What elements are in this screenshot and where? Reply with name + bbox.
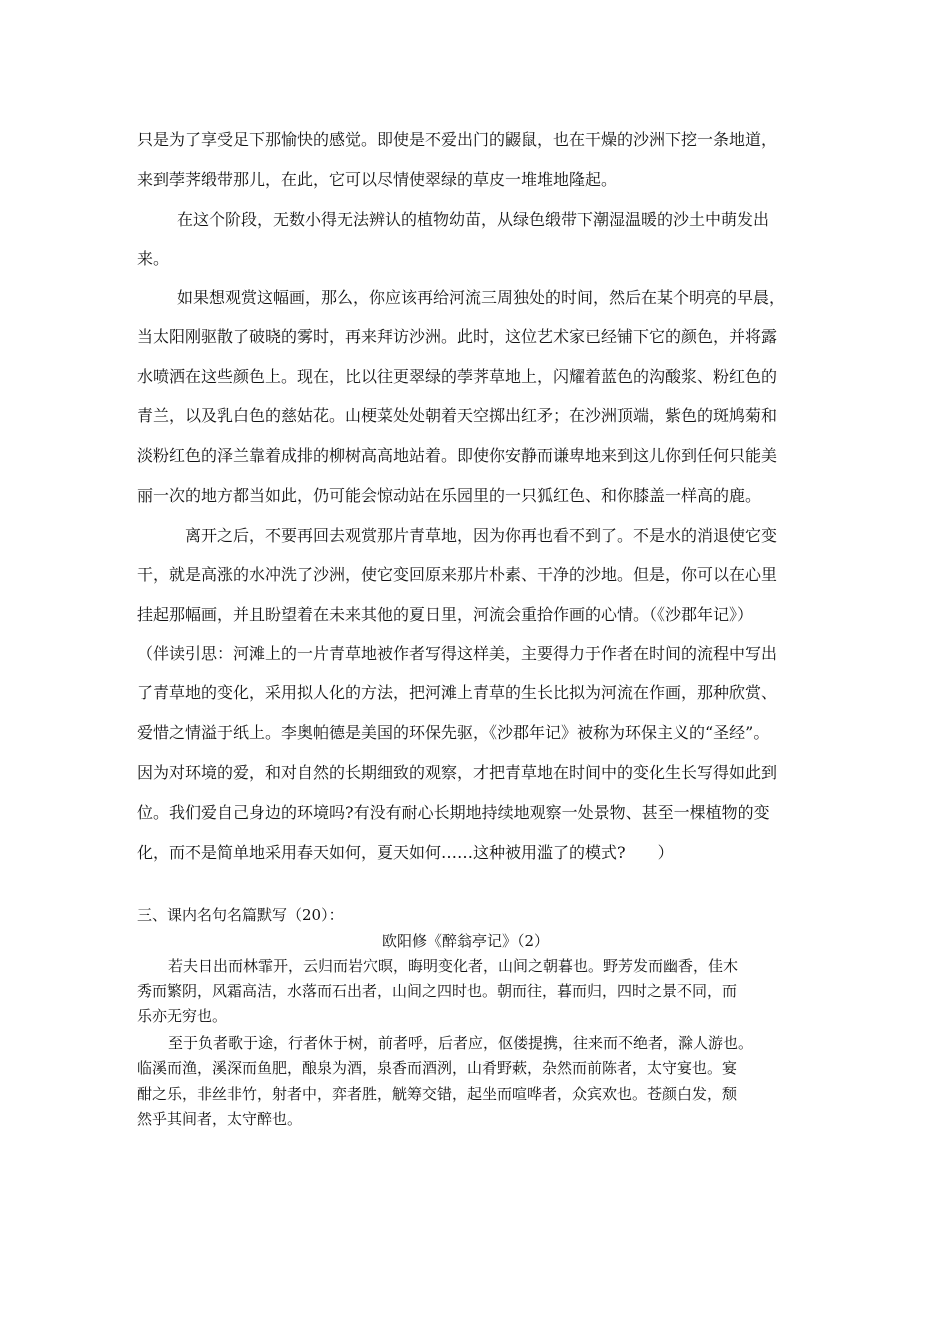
commentary-line: 了青草地的变化，采用拟人化的方法，把河滩上青草的生长比拟为河流在作画，那种欣赏、 [137,683,778,702]
passage-line: 来到荸荠缎带那儿，在此，它可以尽情使翠绿的草皮一堆堆地隆起。 [137,170,618,189]
commentary-line: 化，而不是简单地采用春天如何，夏天如何……这种被用滥了的模式? ） [137,843,674,862]
recitation-line: 乐亦无穷也。 [137,1007,228,1025]
commentary-line: 爱惜之情溢于纸上。李奥帕德是美国的环保先驱，《沙郡年记》被称为环保主义的“圣经”。 [137,723,770,742]
recitation-line: 至于负者歌于途，行者休于树，前者呼，后者应，伛偻提携，往来而不绝者，滁人游也。 [168,1034,754,1052]
commentary-line: （伴读引思：河滩上的一片青草地被作者写得这样美，主要得力于作者在时间的流程中写出 [137,644,778,663]
commentary-line: 因为对环境的爱，和对自然的长期细致的观察，才把青草地在时间中的变化生长写得如此到 [137,763,778,782]
recitation-line: 若夫日出而林霏开，云归而岩穴暝，晦明变化者，山间之朝暮也。野芳发而幽香，佳木 [168,957,739,975]
recitation-line: 秀而繁阴，风霜高洁，水落而石出者，山间之四时也。朝而往，暮而归，四时之景不同，而 [137,982,738,1000]
passage-line: 只是为了享受足下那愉快的感觉。即使是不爱出门的鼹鼠，也在干燥的沙洲下挖一条地道， [137,130,778,149]
passage-line: 淡粉红色的泽兰靠着成排的柳树高高地站着。即使你安静而谦卑地来到这儿你到任何只能美 [137,446,778,465]
poem-title: 欧阳修《醉翁亭记》（2） [382,932,550,950]
recitation-line: 然乎其间者，太守醉也。 [137,1110,303,1128]
passage-line: 当太阳刚驱散了破晓的雾时，再来拜访沙洲。此时，这位艺术家已经铺下它的颜色，并将露 [137,327,778,346]
passage-line: 离开之后，不要再回去观赏那片青草地，因为你再也看不到了。不是水的消退使它变 [185,526,778,545]
passage-line: 来。 [137,249,170,268]
passage-line: 青兰，以及乳白色的慈姑花。山梗菜处处朝着天空掷出红矛；在沙洲顶端，紫色的斑鸠菊和 [137,406,778,425]
recitation-line: 临溪而渔，溪深而鱼肥，酿泉为酒，泉香而酒洌，山肴野蔌，杂然而前陈者，太守宴也。宴 [137,1059,738,1077]
passage-line: 在这个阶段，无数小得无法辨认的植物幼苗，从绿色缎带下潮湿温暖的沙土中萌发出 [177,210,770,229]
section-heading: 三、课内名句名篇默写（20）： [137,906,344,924]
passage-line: 丽一次的地方都当如此，仍可能会惊动站在乐园里的一只狐红色、和你膝盖一样高的鹿。 [137,486,762,505]
passage-line: 水喷洒在这些颜色上。现在，比以往更翠绿的荸荠草地上，闪耀着蓝色的沟酸浆、粉红色的 [137,367,778,386]
commentary-line: 位。我们爱自己身边的环境吗?有没有耐心长期地持续地观察一处景物、甚至一棵植物的变 [137,803,770,822]
recitation-line: 酣之乐，非丝非竹，射者中，弈者胜，觥筹交错，起坐而喧哗者，众宾欢也。苍颜白发，颓 [137,1085,738,1103]
passage-line: 如果想观赏这幅画，那么，你应该再给河流三周独处的时间，然后在某个明亮的早晨， [177,288,786,307]
passage-line: 挂起那幅画，并且盼望着在未来其他的夏日里，河流会重拾作画的心情。（《沙郡年记》） [137,605,754,624]
passage-line: 干，就是高涨的水冲洗了沙洲，使它变回原来那片朴素、干净的沙地。但是，你可以在心里 [137,565,778,584]
